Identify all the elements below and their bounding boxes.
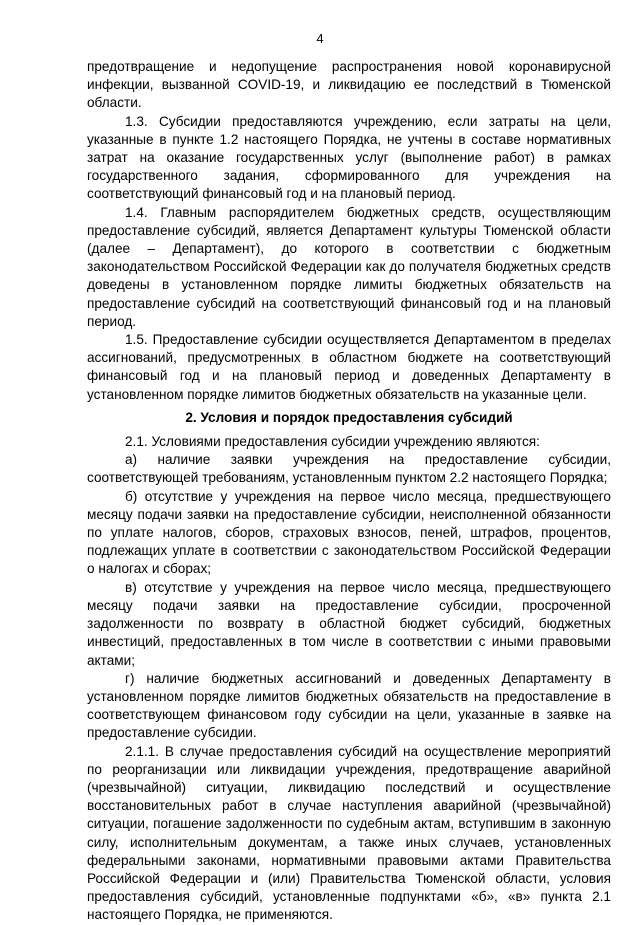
section-heading: 2. Условия и порядок предоставления субсидий xyxy=(185,409,513,425)
document-body xyxy=(87,58,611,925)
paragraph-2-1-g: г) наличие бюджетных ассигнований и доведенных Департаменту в установленном порядке лимитов бюджетных обязательств на предоставление в соответствующем финансовом году субсидии на цели, указанные в заявке на предоставление субсидии. xyxy=(87,670,611,741)
paragraph-2-1-b: б) отсутствие у учреждения на первое число месяца, предшествующего месяцу подачи заявки на предоставление субсидии, неисполненной обязанности по уплате налогов, сборов, страховых взносов, пеней, штрафов, процентов, подлежащих уплате в соответствии с законодательством Российской Федерации о налогах и сборах; xyxy=(87,488,611,577)
paragraph-2-1-v: в) отсутствие у учреждения на первое число месяца, предшествующего месяцу подачи заявки на предоставление субсидии, просроченной задолженности по возврату в областной бюджет субсидий, бюджетных инвестиций, предоставленных в том числе в соответствии с иными правовыми актами; xyxy=(87,579,611,668)
page-number: 4 xyxy=(316,31,324,46)
paragraph-1-2-continuation: предотвращение и недопущение распространения новой коронавирусной инфекции, вызванной COVID-19, и ликвидацию ее последствий в Тюменской области. xyxy=(87,59,611,111)
paragraph-2-1-1: 2.1.1. В случае предоставления субсидий на осуществление мероприятий по реорганизации или ликвидации учреждения, предотвращение аварийной (чрезвычайной) ситуации, ликвидацию последствий и осуществление восстановительных работ в случае наступления аварийной (чрезвычайной) ситуации, погашение задолженности по судебным актам, вступившим в законную силу, исполнительным документам, а также иных случаев, установленных федеральными законами, нормативными правовыми актами Правительства Российской Федерации и (или) Правительства Тюменской области, условия предоставления субсидий, установленные подпунктами «б», «в» пункта 2.1 настоящего Порядка, не применяются. xyxy=(87,743,611,923)
paragraph-2-1: 2.1. Условиями предоставления субсидии учреждению являются: xyxy=(125,434,540,450)
paragraph-1-4: 1.4. Главным распорядителем бюджетных средств, осуществляющим предоставление субсидий, является Департамент культуры Тюменской области (далее – Департамент), до которого в соответствии с бюджетным законодательством Российской Федерации как до получателя бюджетных средств доведены в установленном порядке лимиты бюджетных обязательств на предоставление субсидий на соответствующий финансовый год и на плановый период. xyxy=(87,204,611,329)
paragraph-1-5: 1.5. Предоставление субсидии осуществляется Департаментом в пределах ассигнований, предусмотренных в областном бюджете на соответствующий финансовый год и на плановый период и доведенных Департаменту в установленном порядке лимитов бюджетных обязательств на указанные цели. xyxy=(87,332,611,402)
paragraph-1-3: 1.3. Субсидии предоставляются учреждению, если затраты на цели, указанные в пункте 1.2 настоящего Порядка, не учтены в составе нормативных затрат на оказание государственных услуг (выполнение работ) в рамках государственного задания, сформированного для учреждения на соответствующий финансовый год и на плановый период. xyxy=(87,113,611,202)
paragraph-2-1-a: а) наличие заявки учреждения на предоставление субсидии, соответствующей требованиям, установленным пунктом 2.2 настоящего Порядка; xyxy=(87,452,611,486)
